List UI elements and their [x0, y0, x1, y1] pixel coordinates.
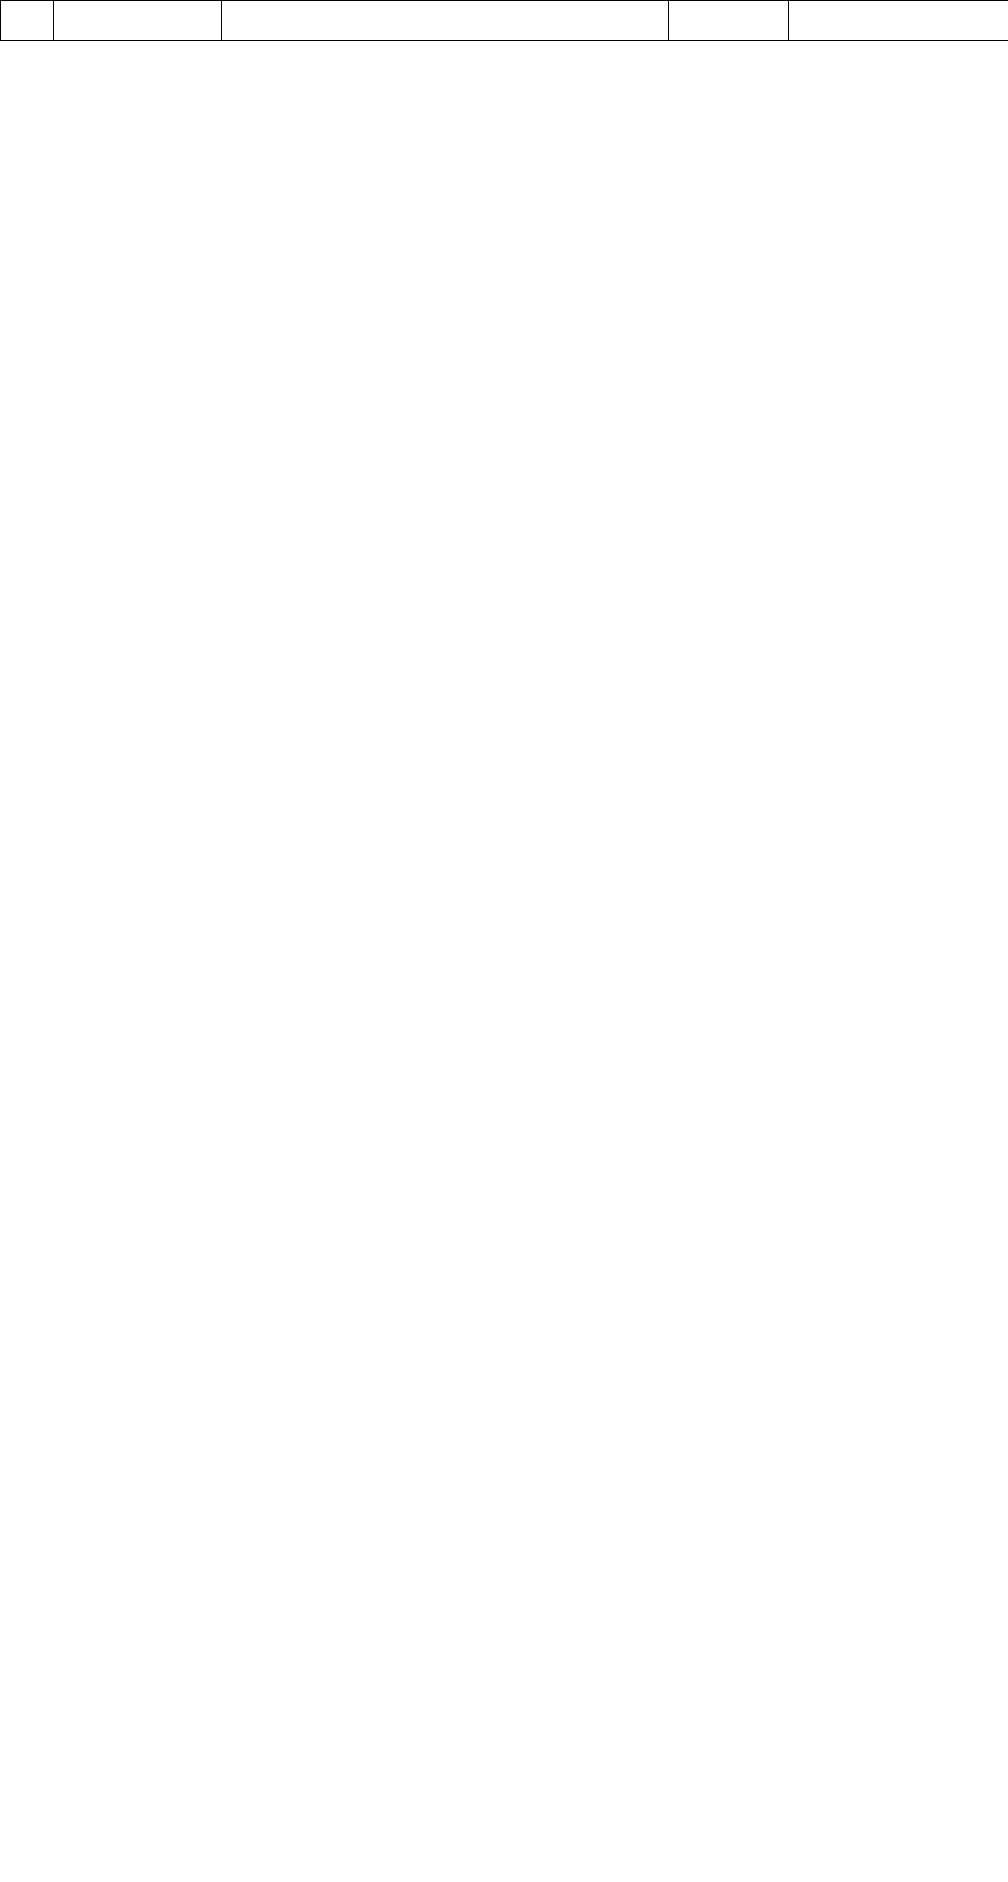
header-store-name[interactable]: [54, 1, 222, 41]
header-phone[interactable]: [789, 1, 1008, 41]
store-table: [0, 0, 1008, 41]
header-row: [1, 1, 1008, 41]
header-address[interactable]: [222, 1, 669, 41]
header-manager[interactable]: [669, 1, 789, 41]
header-index[interactable]: [1, 1, 54, 41]
